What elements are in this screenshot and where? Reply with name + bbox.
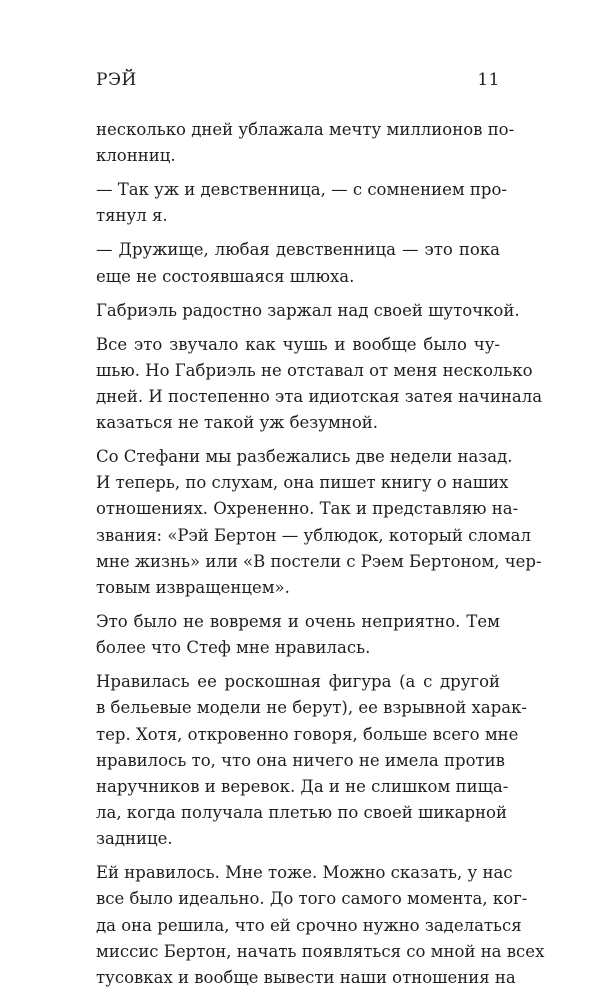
text-line: да она решила, что ей срочно нужно заделаться bbox=[96, 915, 522, 935]
text-line: Нравилась ее роскошная фигура (а с другой bbox=[96, 672, 500, 692]
text-line: Ей нравилось. Мне тоже. Можно сказать, у нас bbox=[96, 863, 513, 883]
text-line: тянул я. bbox=[96, 206, 168, 226]
text-line: нравилось то, что она ничего не имела против bbox=[96, 750, 505, 770]
text-line: Со Стефани мы разбежались две недели назад. bbox=[96, 447, 513, 467]
text-line: наручников и веревок. Да и не слишком пища- bbox=[96, 776, 509, 796]
paragraph bbox=[96, 444, 542, 601]
text-line: Все это звучало как чушь и вообще было чу- bbox=[96, 334, 500, 354]
paragraph bbox=[96, 117, 515, 169]
text-line: ла, когда получала плетью по своей шикарной bbox=[96, 803, 507, 823]
text-line: тер. Хотя, откровенно говоря, больше всего мне bbox=[96, 724, 519, 744]
text-line: все было идеально. До того самого момента, ког- bbox=[96, 889, 528, 909]
text-line: тусовках и вообще вывести наши отношения на bbox=[96, 968, 516, 987]
body-text bbox=[96, 117, 545, 999]
text-line: дней. И постепенно эта идиотская затея начинала bbox=[96, 386, 543, 406]
text-line: — Так уж и девственница, — с сомнением про- bbox=[96, 180, 507, 200]
running-head bbox=[96, 70, 500, 98]
chapter-title: РЭЙ bbox=[96, 70, 137, 90]
paragraph bbox=[96, 237, 500, 289]
text-line: И теперь, по слухам, она пишет книгу о наших bbox=[96, 473, 509, 493]
text-line: шью. Но Габриэль не отставал от меня несколько bbox=[96, 360, 533, 380]
text-line: заднице. bbox=[96, 829, 173, 849]
page-number: 11 bbox=[477, 70, 500, 90]
paragraph bbox=[96, 669, 527, 852]
paragraph bbox=[96, 177, 507, 229]
text-line: товым извращенцем». bbox=[96, 577, 290, 597]
text-line: несколько дней ублажала мечту миллионов по- bbox=[96, 120, 515, 139]
text-line: в бельевые модели не берут), ее взрывной харак- bbox=[96, 698, 527, 718]
book-page bbox=[96, 0, 545, 1000]
text-line: еще не состоявшаяся шлюха. bbox=[96, 266, 355, 286]
text-line: клонниц. bbox=[96, 146, 176, 166]
paragraph bbox=[96, 298, 520, 324]
text-line: — Дружище, любая девственница — это пока bbox=[96, 240, 500, 260]
text-line: Это было не вовремя и очень неприятно. Тем bbox=[96, 611, 500, 631]
text-line: миссис Бертон, начать появляться со мной на всех bbox=[96, 941, 545, 961]
text-line: казаться не такой уж безумной. bbox=[96, 413, 378, 433]
paragraph bbox=[96, 332, 543, 437]
text-line: более что Стеф мне нравилась. bbox=[96, 638, 371, 658]
text-line: отношениях. Охрененно. Так и представляю на- bbox=[96, 499, 519, 519]
text-line: звания: «Рэй Бертон — ублюдок, который сломал bbox=[96, 525, 531, 545]
text-line: Габриэль радостно заржал над своей шуточкой. bbox=[96, 300, 520, 320]
paragraph bbox=[96, 860, 545, 991]
paragraph bbox=[96, 609, 500, 661]
text-line: мне жизнь» или «В постели с Рэем Бертоном, чер- bbox=[96, 551, 542, 571]
